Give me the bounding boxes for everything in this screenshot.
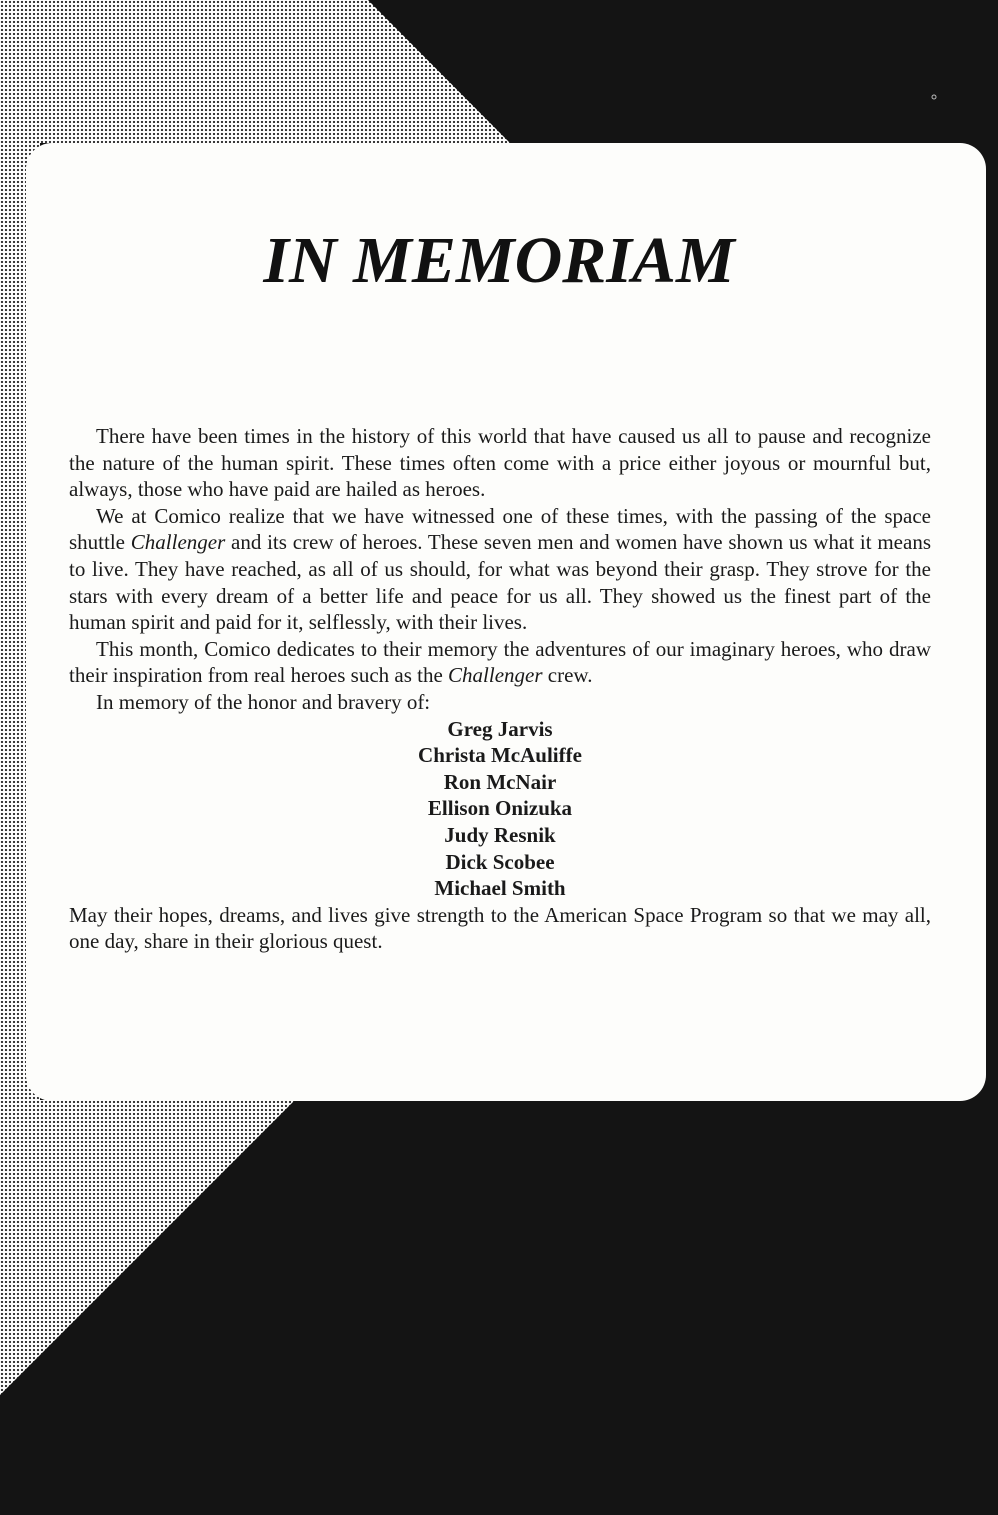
- crew-name: Christa McAuliffe: [418, 743, 582, 768]
- paragraph-in-memory: In memory of the honor and bravery of:: [96, 689, 431, 714]
- crew-name: Michael Smith: [434, 876, 566, 901]
- page-title: IN MEMORIAM: [263, 224, 735, 297]
- paragraph-dedication: This month, Comico dedicates to their memory the adventures of our imaginary heroes, who draw their inspiration from real heroes such as the Challenger crew.: [69, 636, 931, 688]
- crew-name: Ellison Onizuka: [427, 796, 573, 821]
- crew-name: Judy Resnik: [444, 822, 556, 847]
- crew-name: Greg Jarvis: [447, 716, 553, 741]
- shuttle-name: Challenger: [448, 663, 543, 688]
- paragraph-comico: We at Comico realize that we have witnessed one of these times, with the passing of the space shuttle Challenger and its crew of heroes. These seven men and women have shown us what it means to live. They have reached, as all of us should, for what was beyond their grasp. They strove for the stars with every dream of a better life and peace for us all. They showed us the finest part of the human spirit and paid for it, selflessly, with their lives.: [69, 503, 932, 635]
- shuttle-name: Challenger: [130, 530, 226, 555]
- paragraph-intro: There have been times in the history of this world that have caused us all to pause and recognize the nature of the human spirit. These times often come with a price either joyous or mournful but, always, those who have paid are hailed as heroes.: [69, 424, 931, 502]
- crew-name: Dick Scobee: [445, 849, 555, 874]
- paragraph-closing: May their hopes, dreams, and lives give strength to the American Space Program so that we may all, one day, share in their glorious quest.: [69, 902, 931, 954]
- crew-name: Ron McNair: [443, 769, 557, 794]
- memorial-text: [69, 423, 931, 955]
- crew-list: [69, 716, 931, 902]
